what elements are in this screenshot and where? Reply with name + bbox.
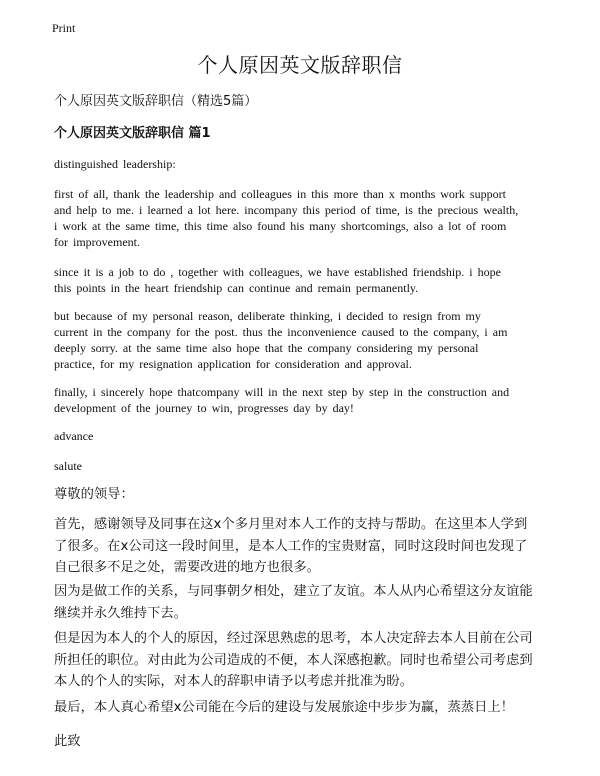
text-line: advance (54, 429, 94, 443)
text-line: current in the company for the post. thus the inconvenience caused to the company, i am (54, 325, 508, 339)
text-line: 所担任的职位。对由此为公司造成的不便，本人深感抱歉。同时也希望公司考虑到 (54, 652, 533, 668)
text-line: finally, i sincerely hope thatcompany will in the next step by step in the construction and (54, 385, 510, 399)
section-heading: 个人原因英文版辞职信 篇1 (54, 126, 211, 141)
chinese-closing (54, 731, 554, 753)
chinese-paragraph-2 (54, 581, 554, 624)
text-line: i work at the same time, this time also found his many shortcomings, also a lot of room (54, 219, 507, 233)
english-paragraph-4 (54, 384, 554, 416)
text-line: but because of my personal reason, deliberate thinking, i decided to resign from my (54, 309, 481, 323)
text-line: 了很多。在x公司这一段时间里，是本人工作的宝贵财富，同时这段时间也发现了 (54, 538, 528, 554)
english-salutation (54, 156, 554, 172)
text-line: for improvement. (54, 235, 140, 249)
text-line: 继续并永久维持下去。 (54, 605, 187, 621)
english-closing-advance (54, 428, 554, 444)
text-line: 此致 (54, 734, 81, 749)
chinese-paragraph-1 (54, 514, 554, 579)
chinese-paragraph-4 (54, 697, 554, 719)
text-line: 本人的个人的实际，对本人的辞职申请予以考虑并批准为盼。 (54, 674, 414, 689)
text-line: salute (54, 459, 82, 473)
print-label[interactable]: Print (52, 21, 76, 35)
english-paragraph-2 (54, 264, 554, 296)
text-line: first of all, thank the leadership and colleagues in this more than x months work support (54, 187, 506, 201)
text-line: 首先，感谢领导及同事在这x个多月里对本人工作的支持与帮助。在这里本人学到 (54, 517, 528, 532)
text-line: development of the journey to win, progresses day by day! (54, 401, 354, 415)
text-line: 但是因为本人的个人的原因，经过深思熟虑的思考，本人决定辞去本人目前在公司 (54, 631, 533, 646)
page-subtitle: 个人原因英文版辞职信（精选5篇） (54, 94, 258, 109)
text-line: distinguished leadership: (54, 157, 176, 171)
text-line: and help to me. i learned a lot here. incompany this period of time, is the precious wealth, (54, 203, 519, 217)
text-line: since it is a job to do , together with colleagues, we have established friendship. i hope (54, 265, 501, 279)
text-line: 因为是做工作的关系，与同事朝夕相处，建立了友谊。本人从内心希望这分友谊能 (54, 584, 533, 599)
text-line: 自己很多不足之处，需要改进的地方也很多。 (54, 560, 320, 575)
page-title: 个人原因英文版辞职信 (197, 53, 403, 77)
chinese-salutation (54, 484, 554, 506)
text-line: this points in the heart friendship can continue and remain permanently. (54, 281, 419, 295)
text-line: deeply sorry. at the same time also hope that the company considering my personal (54, 341, 479, 355)
chinese-paragraph-3 (54, 628, 554, 693)
english-paragraph-3 (54, 308, 554, 372)
text-line: 最后，本人真心希望x公司能在今后的建设与发展旅途中步步为赢，蒸蒸日上！ (54, 700, 514, 715)
text-line: 尊敬的领导： (54, 487, 134, 502)
english-paragraph-1 (54, 186, 554, 250)
english-closing-salute (54, 458, 554, 474)
text-line: practice, for my resignation application for consideration and approval. (54, 357, 412, 371)
